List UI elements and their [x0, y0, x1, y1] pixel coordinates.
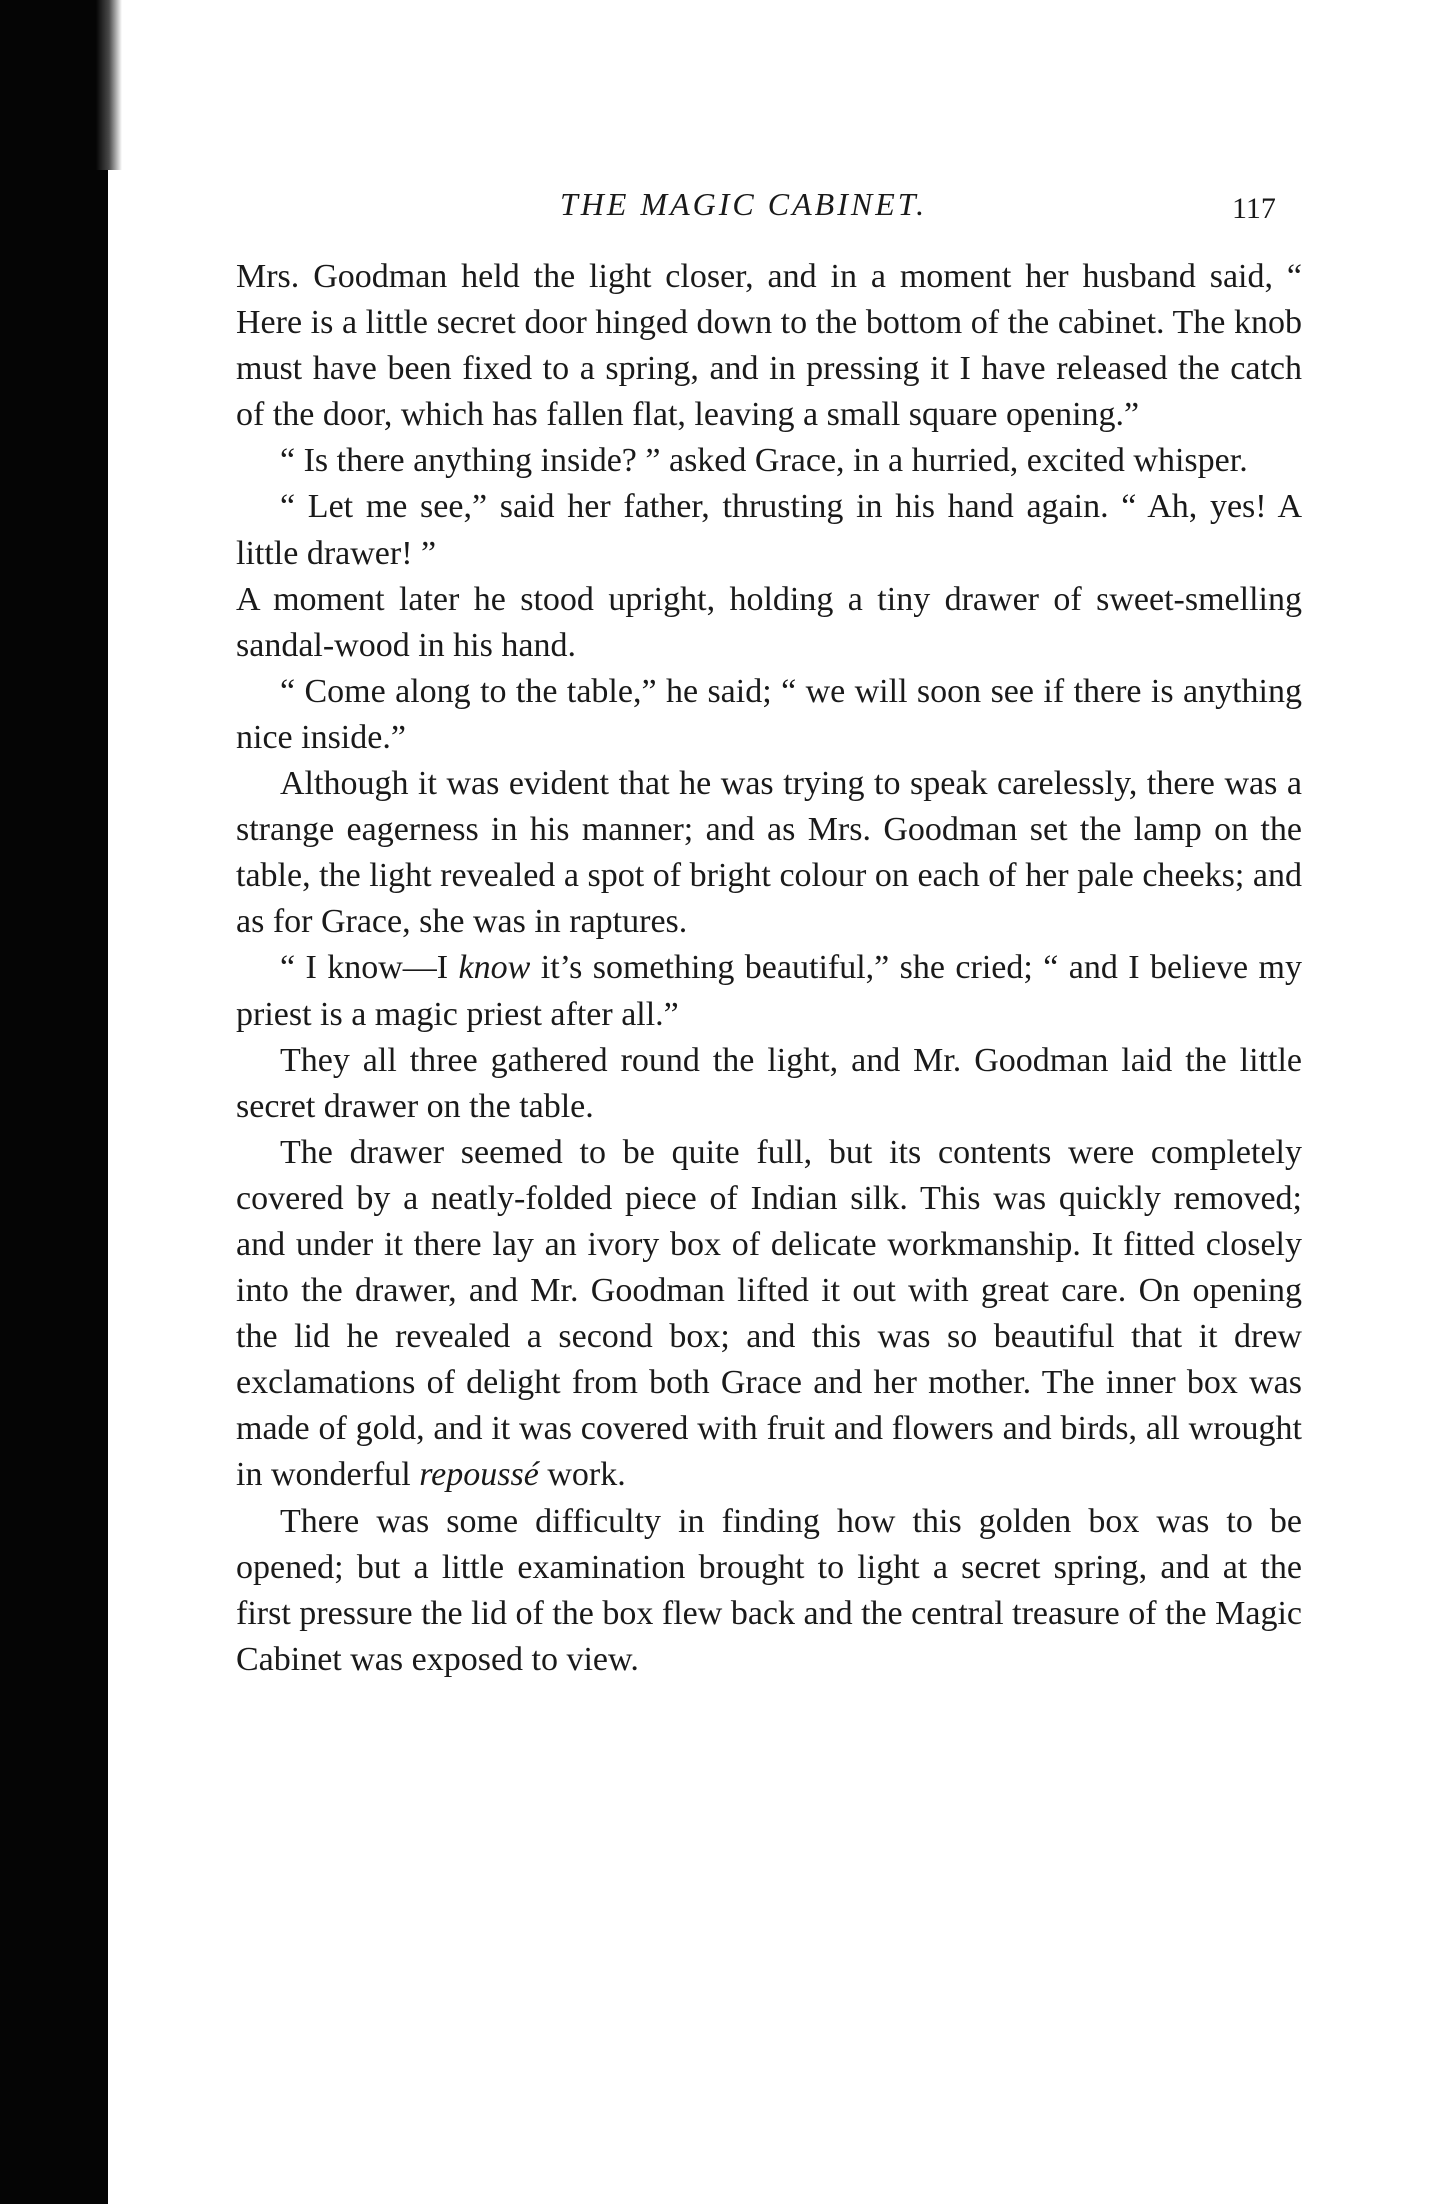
paragraph-goodman-light: Mrs. Goodman held the light closer, and in a moment her husband said, “ Here is a little secret door hinged down to the bottom of the cabinet. The knob must have been fixed to a spring, and in pressing it I have released the catch of the door, which has fallen flat, leaving a small square opening.” — [236, 258, 1302, 434]
paragraph-tiny-drawer: A moment later he stood upright, holding a tiny drawer of sweet-smelling sandal-wood in his hand. — [236, 580, 1302, 664]
paragraph-let-me-see: “ Let me see,” said her father, thrusting in his hand again. “ Ah, yes! A little drawer! ” — [236, 488, 1302, 572]
paragraph-drawer-contents-start: The drawer seemed to be quite full, but its contents were completely covered by a neatly-folded piece of Indian silk. This was quickly removed; and under it there lay an ivory box of delicate workmanship. It fitted closely into the drawer, and Mr. Goodman lifted it out with great care. On opening the lid he revealed a second box; and this was so beautiful that it drew exclamations of delight from both Grace and her mother. The inner box was made of gold, and it was covered with fruit and flowers and birds, all wrought in wonderful — [236, 1133, 1302, 1494]
paragraph-drawer-contents — [236, 1130, 1302, 1499]
paragraph-golden-box: There was some difficulty in finding how this golden box was to be opened; but a little examination brought to light a secret spring, and at the first pressure the lid of the box flew back and the central treasure of the Magic Cabinet was exposed to view. — [236, 1502, 1302, 1678]
paragraph-i-know — [236, 945, 1302, 1037]
paragraph-gathered-round: They all three gathered round the light, and Mr. Goodman laid the little secret drawer on the table. — [236, 1041, 1302, 1125]
paragraph-i-know-start: “ I know—I — [280, 949, 459, 987]
paragraph-anything-inside: “ Is there anything inside? ” asked Grace, in a hurried, excited whisper. — [280, 442, 1248, 480]
paragraph-i-know-end: it’s something beautiful,” she cried; “ and I believe my priest is a magic priest after all.” — [236, 949, 1302, 1033]
scan-edge-fray — [96, 0, 122, 170]
emphasis-repousse: repoussé — [419, 1456, 539, 1494]
emphasis-know: know — [458, 949, 531, 987]
paragraph-eagerness: Although it was evident that he was trying to speak carelessly, there was a strange eagerness in his manner; and as Mrs. Goodman set the lamp on the table, the light revealed a spot of bright colour on each of her pale cheeks; and as for Grace, she was in raptures. — [236, 765, 1302, 941]
paragraph-drawer-contents-end: work. — [538, 1456, 626, 1494]
running-head: THE MAGIC CABINET. — [560, 186, 928, 222]
paragraph-come-along: “ Come along to the table,” he said; “ we will soon see if there is anything nice inside.” — [236, 672, 1302, 756]
page-number: 117 — [1232, 192, 1276, 225]
body-text — [236, 254, 1302, 1683]
scan-binding-edge — [0, 0, 108, 2204]
